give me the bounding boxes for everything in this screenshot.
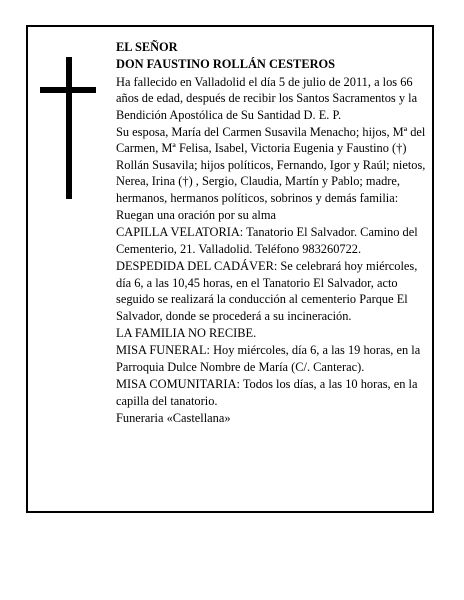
family-list: Su esposa, María del Carmen Susavila Menacho; hijos, Mª del Carmen, Mª Felisa, Isabel, Victoria Eugenia y Faustino (†) Rollán Susavila; hijos políticos, Fernando, Igor y Raúl; nietos, Nerea, Irina (†) , Sergio, Claudia, Martín y Pablo; madre, hermanos, hermanos políticos, sobrinos y demás familia:: [116, 125, 426, 205]
farewell-info: DESPEDIDA DEL CADÁVER: Se celebrará hoy miércoles, día 6, a las 10,45 horas, en el Tanatorio El Salvador, acto seguido se realizará la conducción al cementerio Parque El Salvador, donde se procederá a su incineración.: [116, 259, 418, 323]
wake-chapel-info: CAPILLA VELATORIA: Tanatorio El Salvador. Camino del Cementerio, 21. Valladolid. Teléfono 983260722.: [116, 225, 418, 256]
prayer-request: Ruegan una oración por su alma: [116, 208, 276, 223]
obituary-text: [116, 39, 428, 427]
funeral-home: Funeraria «Castellana»: [116, 410, 231, 425]
deceased-name: DON FAUSTINO ROLLÁN CESTEROS: [116, 57, 336, 72]
death-announcement: Ha fallecido en Valladolid el día 5 de julio de 2011, a los 66 años de edad, después de recibir los Santos Sacramentos y la Bendición Apostólica de Su Santidad D. E. P.: [116, 74, 418, 122]
community-mass-info: MISA COMUNITARIA: Todos los días, a las 10 horas, en la capilla del tanatorio.: [116, 377, 418, 408]
funeral-mass-info: MISA FUNERAL: Hoy miércoles, día 6, a las 19 horas, en la Parroquia Dulce Nombre de María (C/. Canterac).: [116, 343, 421, 374]
deceased-title: EL SEÑOR: [116, 40, 178, 54]
cross-horizontal-bar: [40, 87, 96, 93]
family-not-receiving: LA FAMILIA NO RECIBE.: [116, 325, 257, 340]
cross-vertical-bar: [66, 57, 72, 199]
obituary-notice: [26, 25, 434, 513]
